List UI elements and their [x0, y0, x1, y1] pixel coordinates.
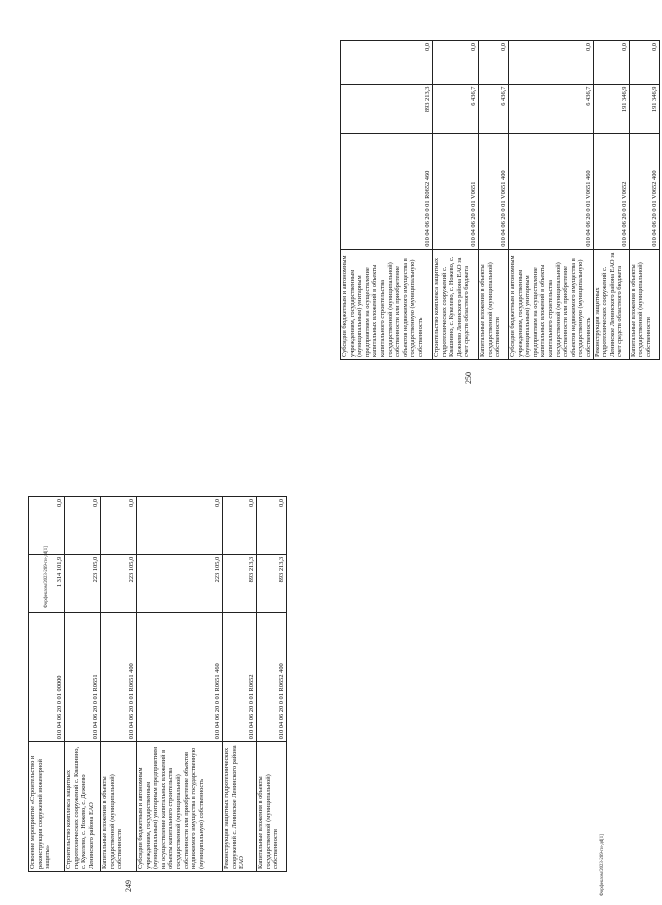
row-code: 010 04 06 20 0 01 V0651 460: [509, 134, 594, 250]
row-code: 010 04 06 20 0 01 R0651: [65, 612, 101, 742]
row-amount: 893 213,3: [341, 84, 433, 134]
row-zero: 0,0: [137, 497, 223, 555]
row-name: Капитальные вложения в объекты государственной (муниципальной) собственности: [101, 742, 137, 872]
row-code: 010 04 06 20 0 01 V0652: [593, 134, 629, 250]
table-row: [629, 41, 659, 360]
row-amount: 223 105,0: [137, 554, 223, 612]
row-name: Субсидии бюджетным и автономным учреждениям, государственным (муниципальным) унитарным предприятиям на осуществление капитальных вложений в объекты капитального строительства государственной (муниципальной) собственности или приобретение объектов недвижимого имущества в государственную (муниципальную) собственность: [509, 249, 594, 359]
row-amount: 6 436,7: [509, 84, 594, 134]
table-row: [223, 497, 257, 872]
row-code: 010 04 06 20 0 01 R0651 400: [101, 612, 137, 742]
row-code: 010 04 06 20 0 01 R0651 460: [137, 612, 223, 742]
row-name: Реконструкция защитных гидротехнических сооружений с. Ленинское Ленинского района ЕАО: [223, 742, 257, 872]
row-zero: 0,0: [479, 41, 509, 85]
table-row: [509, 41, 594, 360]
row-name: Субсидии бюджетным и автономным учреждениям, государственным (муниципальным) унитарным предприятиям на осуществление капитальных вложений в объекты капитального строительства государственной (муниципальной) собственности или приобретение объектов недвижимого имущества в государственную (муниципальную) собственность: [137, 742, 223, 872]
row-name: Капитальные вложения в объекты государственной (муниципальной) собственности: [257, 742, 287, 872]
page-number: 250: [464, 372, 473, 384]
row-amount: 223 105,0: [65, 554, 101, 612]
page-footer: [600, 834, 662, 901]
row-name: Освоение мероприятие «Строительство и реконструкция сооружений инженерной защиты»: [29, 742, 65, 872]
row-name: Капитальные вложения в объекты государственной (муниципальной) собственности: [629, 249, 659, 359]
row-amount: 6 436,7: [479, 84, 509, 134]
row-zero: 0,0: [433, 41, 479, 85]
row-amount: 1 314 101,9: [29, 554, 65, 612]
row-zero: 0,0: [257, 497, 287, 555]
row-amount: 191 346,9: [593, 84, 629, 134]
row-zero: 0,0: [341, 41, 433, 85]
table-row: [257, 497, 287, 872]
row-name: Строительство комплекса защитных гидротехнических сооружений с. Квашнино, с. Кукелево, с. Ножево, с. Дежнево Ленинского района ЕАО: [65, 742, 101, 872]
budget-table: [340, 40, 660, 360]
footer-text: Форфеклом/2023-289-ги-дd[1]: [44, 546, 49, 608]
row-code: 010 04 06 20 0 01 V0651: [433, 134, 479, 250]
row-name: Капитальные вложения в объекты государственной (муниципальной) собственности: [479, 249, 509, 359]
table-row: [341, 41, 433, 360]
row-name: Строительство комплекса защитных гидротехнических сооружений с. Квашнино, с. Кукелево, с. Ножево, с. Дежнево Ленинского района ЕАО за счет средств областного бюджета: [433, 249, 479, 359]
row-zero: 0,0: [29, 497, 65, 555]
table-row: [479, 41, 509, 360]
row-amount: 6 436,7: [433, 84, 479, 134]
row-zero: 0,0: [629, 41, 659, 85]
row-code: 010 04 06 20 0 01 V0651 400: [479, 134, 509, 250]
row-amount: 893 213,3: [257, 554, 287, 612]
row-code: 010 04 06 20 0 01 R0652 460: [341, 134, 433, 250]
row-name: Реконструкция защитных гидротехнических сооружений с. Ленинское Ленинского района ЕАО за счет средств областного бюджета: [593, 249, 629, 359]
row-zero: 0,0: [509, 41, 594, 85]
row-zero: 0,0: [101, 497, 137, 555]
row-code: 010 04 06 20 0 01 R0652: [223, 612, 257, 742]
row-code: 010 04 06 20 0 01 R0652 400: [257, 612, 287, 742]
page-number: 249: [124, 880, 133, 892]
row-code: 010 04 06 20 0 01 V0652 400: [629, 134, 659, 250]
budget-table: [28, 496, 287, 872]
table-row: [137, 497, 223, 872]
page-249: [28, 496, 318, 892]
row-amount: 223 105,0: [101, 554, 137, 612]
row-name: Субсидии бюджетным и автономным учреждениям, государственным (муниципальным) унитарным предприятиям на осуществление капитальных вложений в объекты капитального строительства государственной (муниципальной) собственности или приобретение объектов недвижимого имущества в государственную (муниципальную) собственность: [341, 249, 433, 359]
footer-text: Форфеклом/2023-289-ги-дd[1]: [600, 834, 605, 896]
row-code: 010 04 06 20 0 01 00000: [29, 612, 65, 742]
row-zero: 0,0: [593, 41, 629, 85]
row-zero: 0,0: [223, 497, 257, 555]
table-row: [433, 41, 479, 360]
row-amount: 893 213,3: [223, 554, 257, 612]
row-zero: 0,0: [65, 497, 101, 555]
table-row: [101, 497, 137, 872]
row-amount: 191 346,9: [629, 84, 659, 134]
page-250: [340, 40, 658, 384]
table-row: [65, 497, 101, 872]
table-row: [593, 41, 629, 360]
